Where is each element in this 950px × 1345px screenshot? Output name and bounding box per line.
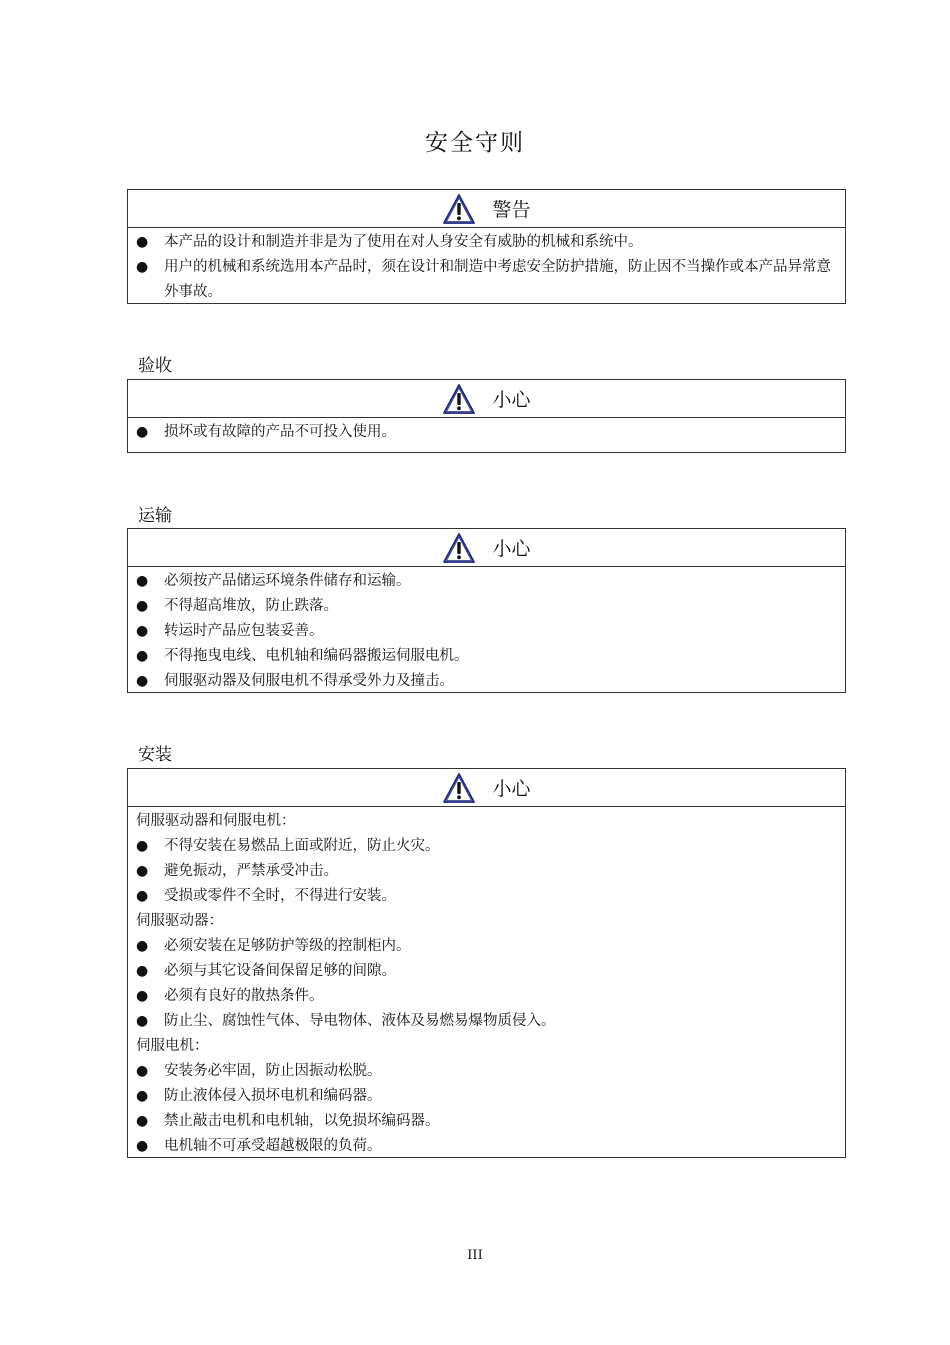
- list-item: ● 损坏或有故障的产品不可投入使用。: [136, 420, 837, 445]
- acceptance-caution-box: [127, 379, 846, 453]
- bullet: ●: [136, 1063, 149, 1079]
- bullet: ●: [136, 573, 149, 589]
- caution-triangle-icon: [442, 772, 476, 804]
- list-item: ● 本产品的设计和制造并非是为了使用在对人身安全有威胁的机械和系统中。: [136, 230, 837, 255]
- list-item: ● 用户的机械和系统选用本产品时，须在设计和制造中考虑安全防护措施，防止因不当操作或本产品异常意外事故。: [136, 255, 837, 305]
- acceptance-box-body: [128, 418, 845, 445]
- warning-heading: 警告: [492, 199, 531, 221]
- list-item: ● 不得超高堆放，防止跌落。: [136, 594, 837, 619]
- section-label-acceptance: 验收: [138, 356, 172, 376]
- caution-heading: 小心: [492, 778, 531, 800]
- bullet: ●: [136, 623, 149, 639]
- bullet: ●: [136, 1013, 149, 1029]
- bullet: ●: [136, 838, 149, 854]
- list-item: ● 必须与其它设备间保留足够的间隙。: [136, 959, 837, 984]
- transport-box-body: [128, 567, 845, 694]
- list-item: ● 禁止敲击电机和电机轴，以免损坏编码器。: [136, 1109, 837, 1134]
- caution-triangle-icon: [442, 532, 476, 564]
- caution-triangle-icon: [442, 383, 476, 415]
- list-item: ● 伺服驱动器及伺服电机不得承受外力及撞击。: [136, 669, 837, 694]
- bullet: ●: [136, 234, 149, 250]
- caution-heading: 小心: [492, 389, 531, 411]
- bullet: ●: [136, 1113, 149, 1129]
- list-item: ● 必须有良好的散热条件。: [136, 984, 837, 1009]
- installation-caution-box: [127, 768, 846, 1158]
- list-item: ● 必须安装在足够防护等级的控制柜内。: [136, 934, 837, 959]
- list-item: ● 安装务必牢固，防止因振动松脱。: [136, 1059, 837, 1084]
- caution-heading: 小心: [492, 538, 531, 560]
- group-title: 伺服电机：: [136, 1038, 209, 1054]
- bullet: ●: [136, 1138, 149, 1154]
- list-item: ● 避免振动，严禁承受冲击。: [136, 859, 837, 884]
- warning-triangle-icon: [442, 193, 476, 225]
- bullet: ●: [136, 863, 149, 879]
- warning-box: [127, 189, 846, 304]
- bullet: ●: [136, 673, 149, 689]
- bullet: ●: [136, 648, 149, 664]
- transport-caution-box: [127, 528, 846, 693]
- page-title: 安全守则: [425, 130, 525, 156]
- warning-box-header: [128, 190, 845, 228]
- section-label-transport: 运输: [138, 506, 172, 526]
- list-item: ● 转运时产品应包装妥善。: [136, 619, 837, 644]
- bullet: ●: [136, 259, 149, 275]
- group-title: 伺服驱动器和伺服电机：: [136, 813, 296, 829]
- list-item: ● 防止尘、腐蚀性气体、导电物体、液体及易燃易爆物质侵入。: [136, 1009, 837, 1034]
- page-number: III: [467, 1248, 483, 1263]
- list-item: ● 不得拖曳电线、电机轴和编码器搬运伺服电机。: [136, 644, 837, 669]
- list-item: ● 电机轴不可承受超越极限的负荷。: [136, 1134, 837, 1159]
- caution-box-header: [128, 769, 845, 807]
- bullet: ●: [136, 963, 149, 979]
- warning-box-body: [128, 228, 845, 305]
- list-item: ● 必须按产品储运环境条件储存和运输。: [136, 569, 837, 594]
- bullet: ●: [136, 424, 149, 440]
- list-item: ● 受损或零件不全时，不得进行安装。: [136, 884, 837, 909]
- installation-box-body: [128, 807, 845, 1159]
- caution-box-header: [128, 529, 845, 567]
- bullet: ●: [136, 598, 149, 614]
- bullet: ●: [136, 888, 149, 904]
- list-item: ● 不得安装在易燃品上面或附近，防止火灾。: [136, 834, 837, 859]
- list-item: ● 防止液体侵入损坏电机和编码器。: [136, 1084, 837, 1109]
- caution-box-header: [128, 380, 845, 418]
- bullet: ●: [136, 938, 149, 954]
- bullet: ●: [136, 1088, 149, 1104]
- group-title: 伺服驱动器：: [136, 913, 223, 929]
- bullet: ●: [136, 988, 149, 1004]
- section-label-installation: 安装: [138, 745, 172, 765]
